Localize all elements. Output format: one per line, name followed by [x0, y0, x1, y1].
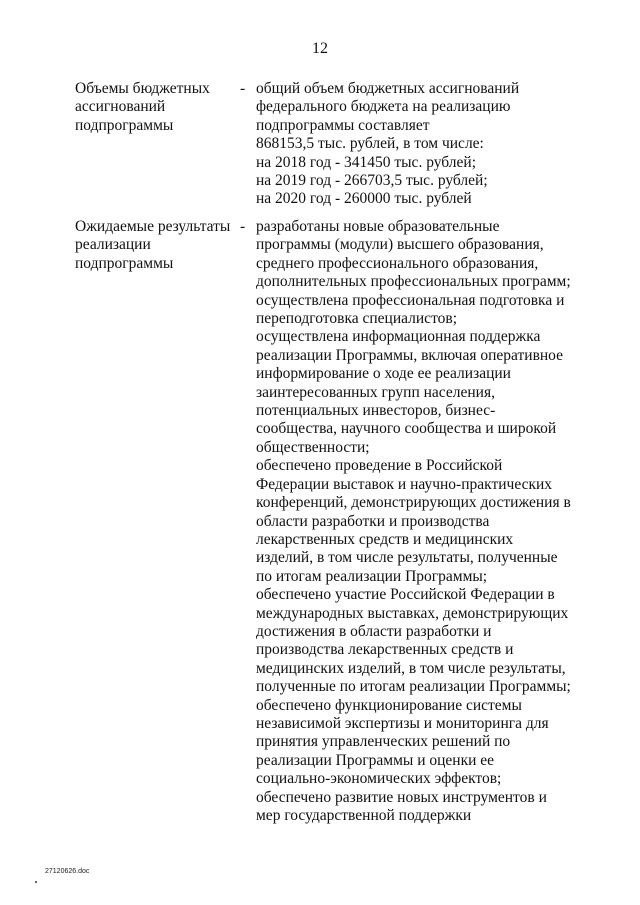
results-line: реализации Программы и оценки ее	[256, 751, 495, 769]
results-line: реализации Программы, включая оперативное	[256, 346, 563, 364]
results-line: осуществлена информационная поддержка	[256, 328, 541, 346]
results-line: потенциальных инвесторов, бизнес-	[256, 402, 496, 420]
results-line: конференций, демонстрирующих достижения в	[256, 494, 571, 512]
footer-filename: 27120626.doc	[45, 868, 90, 875]
results-line: полученные по итогам реализации Программы;	[256, 678, 571, 696]
budget-year-2019: на 2019 год - 266703,5 тыс. рублей;	[256, 172, 488, 190]
results-dash: -	[240, 218, 246, 235]
budget-line: федерального бюджета на реализацию	[256, 98, 511, 116]
results-line: достижения в области разработки и	[256, 622, 492, 640]
results-line: переподготовка специалистов;	[256, 310, 458, 328]
budget-content	[256, 80, 586, 209]
results-line: области разработки и производства	[256, 512, 490, 530]
results-line: Федерации выставок и научно-практических	[256, 475, 553, 493]
results-line: медицинских изделий, в том числе результаты,	[256, 659, 566, 677]
results-line: общественности;	[256, 438, 370, 456]
budget-label	[75, 80, 225, 135]
results-line: обеспечено участие Российской Федерации в	[256, 586, 555, 604]
results-line: обеспечено развитие новых инструментов и	[256, 788, 547, 806]
results-line: сообщества, научного сообщества и широкой	[256, 420, 557, 438]
results-line: принятия управленческих решений по	[256, 733, 511, 751]
results-line: разработаны новые образовательные	[256, 218, 500, 235]
results-line: лекарственных средств и медицинских	[256, 530, 514, 548]
budget-line: подпрограммы составляет	[256, 116, 430, 134]
page-number: 12	[312, 40, 328, 57]
results-line: дополнительных профессиональных программ;	[256, 273, 571, 291]
results-label-line: подпрограммы	[75, 254, 174, 272]
budget-year-2018: на 2018 год - 341450 тыс. рублей;	[256, 153, 476, 171]
results-line: заинтересованных групп населения,	[256, 383, 495, 401]
budget-label-line: подпрограммы	[75, 116, 174, 134]
results-line: изделий, в том числе результаты, полученные	[256, 549, 558, 567]
budget-dash: -	[240, 80, 246, 97]
results-content	[256, 218, 586, 825]
results-label-line: реализации	[75, 236, 151, 254]
budget-label-line: ассигнований	[75, 98, 166, 116]
results-line: мер государственной поддержки	[256, 807, 472, 824]
results-label	[75, 218, 231, 273]
results-line: независимой экспертизы и мониторинга для	[256, 714, 549, 732]
budget-total-line: 868153,5 тыс. рублей, в том числе:	[256, 135, 484, 153]
budget-label-line: Объемы бюджетных	[75, 80, 210, 97]
results-label-line: Ожидаемые результаты	[75, 218, 231, 235]
results-line: среднего профессионального образования,	[256, 254, 539, 272]
results-line: обеспечено проведение в Российской	[256, 457, 503, 475]
scan-mark	[35, 881, 37, 883]
results-line: производства лекарственных средств и	[256, 641, 514, 659]
results-line: обеспечено функционирование системы	[256, 696, 522, 714]
results-line: информирование о ходе ее реализации	[256, 365, 511, 383]
results-line: международных выставках, демонстрирующих	[256, 604, 569, 622]
results-line: программы (модули) высшего образования,	[256, 236, 544, 254]
results-line: осуществлена профессиональная подготовка и	[256, 291, 565, 309]
budget-line: общий объем бюджетных ассигнований	[256, 80, 520, 97]
results-line: по итогам реализации Программы;	[256, 567, 488, 585]
budget-year-2020: на 2020 год - 260000 тыс. рублей	[256, 190, 472, 208]
results-line: социально-экономических эффектов;	[256, 770, 502, 788]
